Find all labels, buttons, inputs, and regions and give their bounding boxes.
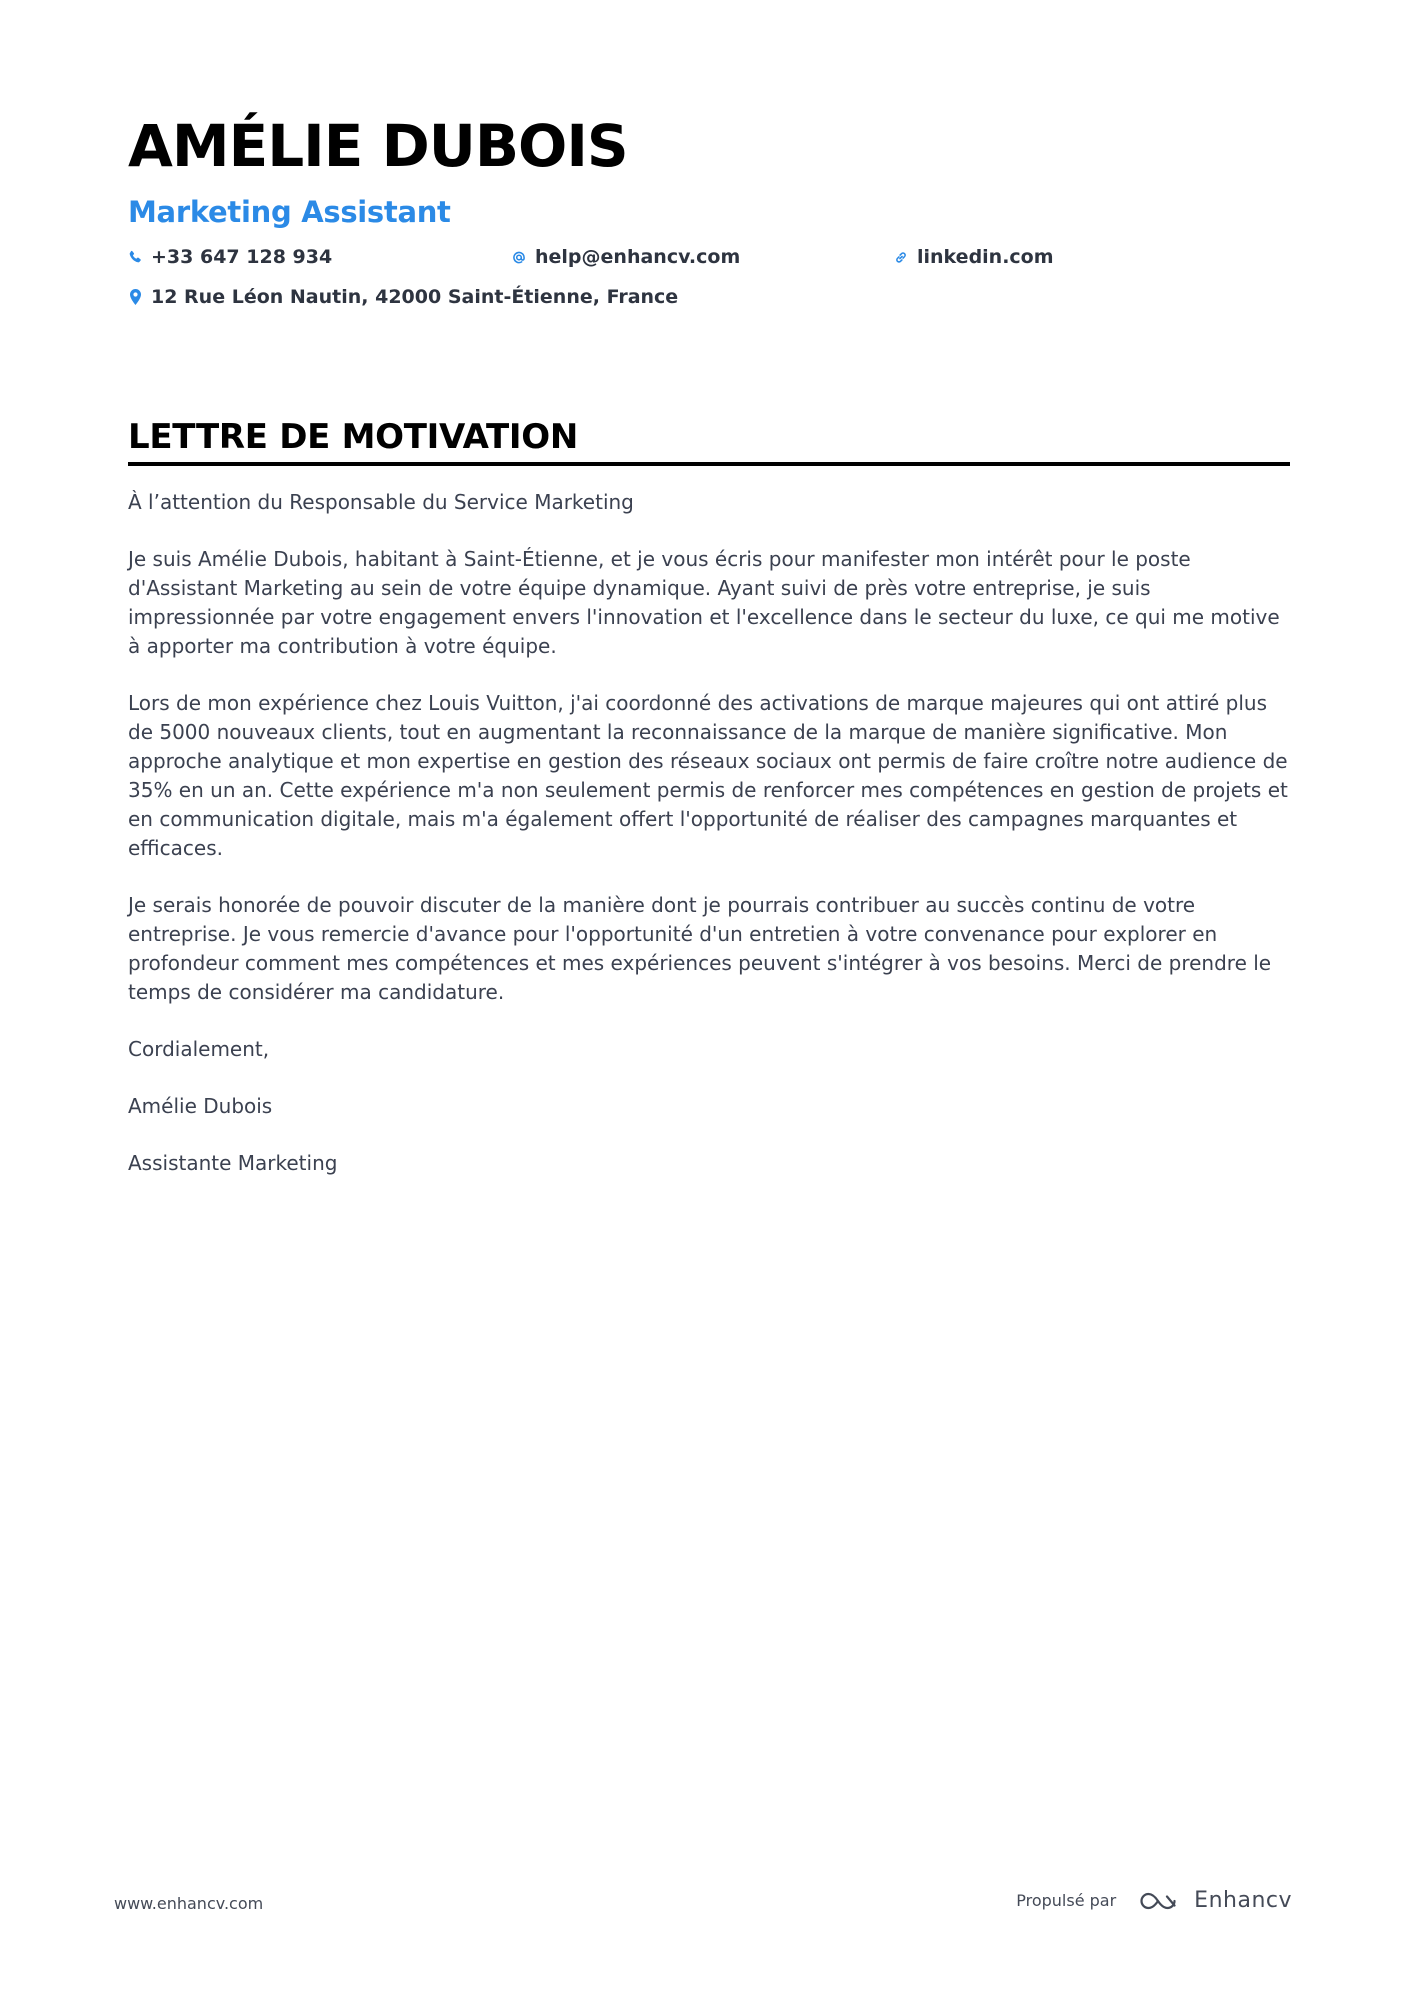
page-footer	[0, 1880, 1410, 1920]
linkedin-value: linkedin.com	[917, 246, 1054, 268]
phone-icon	[128, 249, 142, 265]
contact-address	[128, 286, 678, 308]
job-title: Marketing Assistant	[128, 195, 451, 229]
signature-name: Amélie Dubois	[128, 1094, 273, 1118]
signature-title: Assistante Marketing	[128, 1151, 338, 1175]
at-icon	[512, 249, 526, 265]
footer-url[interactable]: www.enhancv.com	[114, 1894, 264, 1913]
letter-closing: Cordialement,	[128, 1037, 270, 1061]
contact-phone[interactable]	[128, 246, 332, 268]
section-heading: LETTRE DE MOTIVATION	[128, 416, 1290, 466]
contact-linkedin[interactable]	[894, 246, 1054, 268]
address-value: 12 Rue Léon Nautin, 42000 Saint-Étienne, France	[151, 286, 679, 308]
enhancv-wordmark: Enhancv	[1194, 1888, 1292, 1913]
powered-by-label: Propulsé par	[1016, 1891, 1117, 1910]
candidate-name: AMÉLIE DUBOIS	[128, 112, 628, 180]
phone-value: +33 647 128 934	[151, 246, 333, 268]
cover-letter-page	[128, 110, 1290, 1206]
contact-info	[128, 246, 1290, 320]
location-pin-icon	[128, 289, 142, 305]
enhancv-infinity-icon	[1136, 1889, 1180, 1913]
email-value: help@enhancv.com	[535, 246, 741, 268]
letter-paragraph: Je suis Amélie Dubois, habitant à Saint-Étienne, et je vous écris pour manifester mon intérêt pour le poste d'Assistant Marketing au sein de votre équipe dynamique. Ayant suivi de près votre entreprise, je suis impressionnée par votre engagement envers l'innovation et l'excellence dans le secteur du luxe, ce qui me motive à apporter ma contribution à votre équipe.	[128, 547, 1280, 658]
contact-email[interactable]	[512, 246, 740, 268]
letter-paragraph: Je serais honorée de pouvoir discuter de la manière dont je pourrais contribuer au succès continu de votre entreprise. Je vous remercie d'avance pour l'opportunité d'un entretien à votre convenance pour explorer en profondeur comment mes compétences et mes expériences peuvent s'intégrer à vos besoins. Merci de prendre le temps de considérer ma candidature.	[128, 893, 1272, 1004]
powered-by	[1016, 1888, 1292, 1913]
link-icon	[894, 249, 908, 265]
letter-body	[128, 488, 1290, 1178]
enhancv-logo[interactable]	[1136, 1888, 1292, 1913]
letter-paragraph: Lors de mon expérience chez Louis Vuitton, j'ai coordonné des activations de marque majeures qui ont attiré plus de 5000 nouveaux clients, tout en augmentant la reconnaissance de la marque de manière significative. Mon approche analytique et mon expertise en gestion des réseaux sociaux ont permis de faire croître notre audience de 35% en un an. Cette expérience m'a non seulement permis de renforcer mes compétences en gestion de projets et en communication digitale, mais m'a également offert l'opportunité de réaliser des campagnes marquantes et efficaces.	[128, 691, 1288, 860]
letter-salutation: À l’attention du Responsable du Service Marketing	[128, 490, 634, 514]
